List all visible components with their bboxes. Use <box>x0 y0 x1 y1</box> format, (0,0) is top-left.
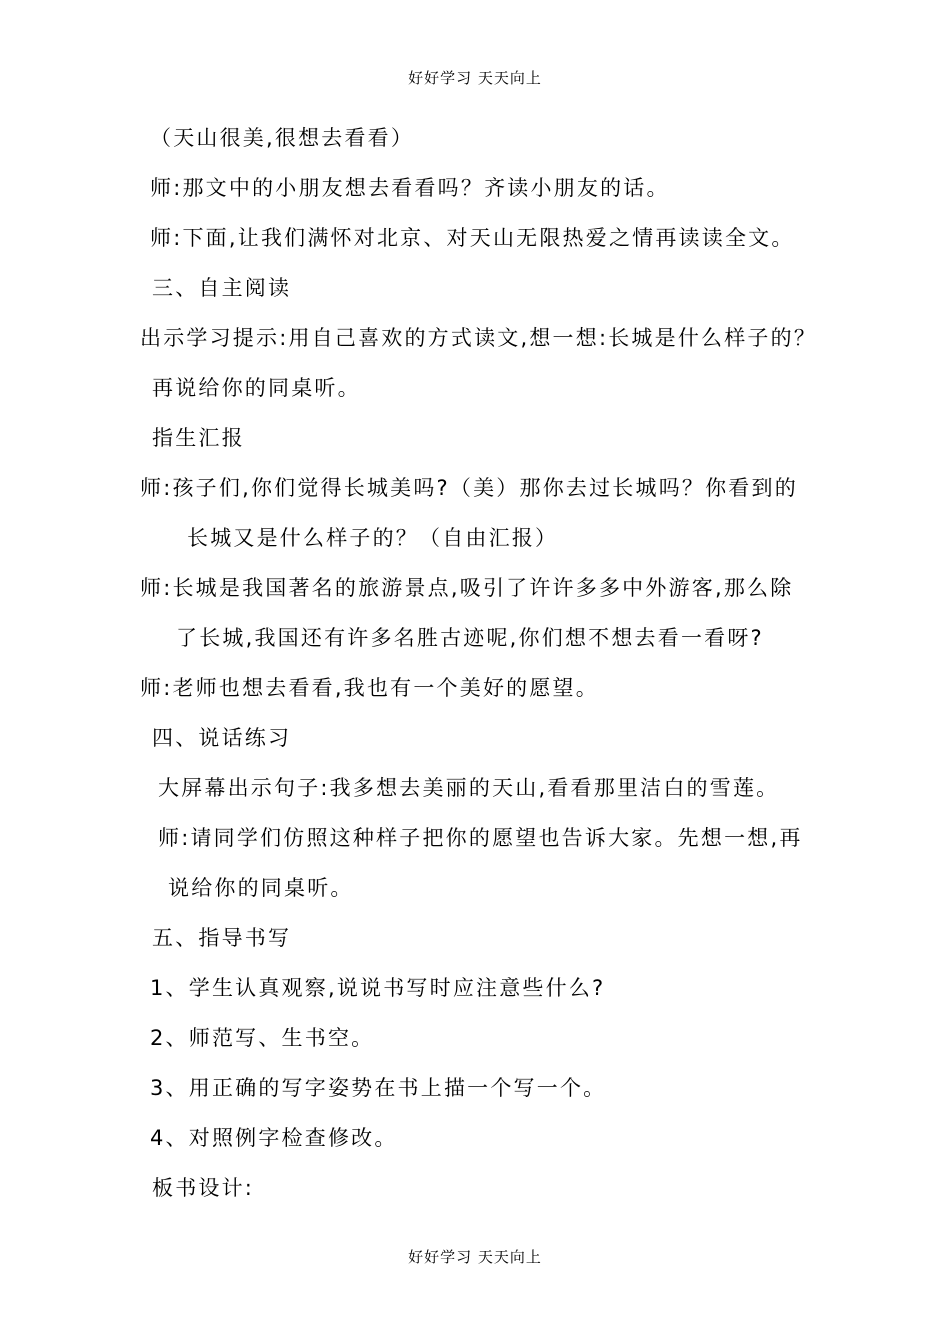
section-heading: 板书设计: <box>152 1176 255 1200</box>
text-line: 师:老师也想去看看,我也有一个美好的愿望。 <box>140 676 599 700</box>
text-line: 师:那文中的小朋友想去看看吗？齐读小朋友的话。 <box>150 176 670 200</box>
text-line: 说给你的同桌听。 <box>168 876 354 900</box>
text-line: 大屏幕出示句子:我多想去美丽的天山,看看那里洁白的雪莲。 <box>158 776 780 800</box>
list-item: 4、对照例字检查修改。 <box>150 1126 398 1150</box>
text-line: 师:孩子们,你们觉得长城美吗?（美）那你去过长城吗？你看到的 <box>140 476 798 500</box>
page-footer: 好好学习 天天向上 <box>408 1248 542 1266</box>
text-line: 指生汇报 <box>152 426 245 450</box>
list-item: 3、用正确的写字姿势在书上描一个写一个。 <box>150 1076 607 1100</box>
list-item: 2、师范写、生书空。 <box>150 1026 375 1050</box>
text-line: 师:请同学们仿照这种样子把你的愿望也告诉大家。先想一想,再 <box>158 826 803 850</box>
text-line: 再说给你的同桌听。 <box>152 376 361 400</box>
text-line: 了长城,我国还有许多名胜古迹呢,你们想不想去看一看呀? <box>176 626 764 650</box>
section-heading: 三、自主阅读 <box>152 276 292 300</box>
section-heading: 五、指导书写 <box>152 926 292 950</box>
text-line: 长城又是什么样子的？（自由汇报） <box>187 526 559 550</box>
text-line: 出示学习提示:用自己喜欢的方式读文,想一想:长城是什么样子的？ <box>140 326 818 350</box>
text-line: 师:下面,让我们满怀对北京、对天山无限热爱之情再读读全文。 <box>150 226 795 250</box>
list-item: 1、学生认真观察,说说书写时应注意些什么? <box>150 976 606 1000</box>
page-header: 好好学习 天天向上 <box>408 69 542 87</box>
section-heading: 四、说话练习 <box>152 726 292 750</box>
text-line: （天山很美,很想去看看） <box>150 126 415 150</box>
text-line: 师:长城是我国著名的旅游景点,吸引了许许多多中外游客,那么除 <box>140 576 794 600</box>
